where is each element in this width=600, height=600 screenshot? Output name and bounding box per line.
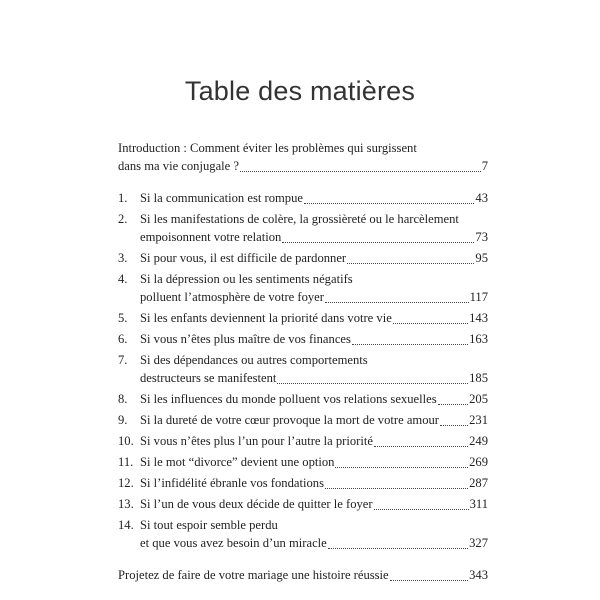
toc-entry	[118, 189, 488, 207]
page-number: 117	[469, 290, 488, 304]
dot-leader	[277, 383, 468, 384]
chapter-title: Si l’un de vous deux décide de quitter le foyer	[140, 497, 373, 511]
toc-entry	[118, 351, 488, 387]
page-number: 231	[469, 413, 488, 427]
page-number: 287	[469, 476, 488, 490]
chapter-title: Si des dépendances ou autres comportements	[140, 353, 368, 367]
toc-line-final	[118, 288, 488, 306]
conclusion-line	[118, 566, 488, 584]
toc-line-final	[118, 432, 488, 450]
page-number: 311	[469, 497, 488, 511]
toc-entry	[118, 210, 488, 246]
chapter-number: 12.	[118, 476, 134, 490]
chapter-title: Si vous n’êtes plus l’un pour l’autre la priorité	[140, 434, 373, 448]
chapter-title: destructeurs se manifestent	[140, 371, 277, 385]
dot-leader	[325, 302, 469, 303]
chapter-title: Si pour vous, il est difficile de pardonner	[140, 251, 347, 265]
chapter-title: Si la communication est rompue	[140, 191, 303, 205]
chapter-title: Si l’infidélité ébranle vos fondations	[140, 476, 324, 490]
toc-entry	[118, 330, 488, 348]
chapter-title: Si le mot “divorce” devient une option	[140, 455, 335, 469]
dot-leader	[374, 446, 468, 447]
page-number: 143	[469, 311, 488, 325]
dot-leader	[282, 242, 474, 243]
toc-line-final	[118, 534, 488, 552]
table-of-contents	[118, 139, 488, 584]
dot-leader	[393, 323, 468, 324]
toc-line	[118, 516, 488, 534]
chapter-number: 4.	[118, 272, 128, 286]
chapter-list	[118, 189, 488, 552]
toc-line-final	[118, 474, 488, 492]
toc-entry	[118, 309, 488, 327]
dot-leader	[325, 488, 468, 489]
toc-entry-conclusion	[118, 566, 488, 584]
chapter-number: 5.	[118, 311, 128, 325]
dot-leader	[440, 425, 468, 426]
chapter-title: Si la dépression ou les sentiments négatifs	[140, 272, 353, 286]
chapter-number: 11.	[118, 455, 134, 469]
toc-entry-intro	[118, 139, 488, 175]
toc-line-final	[118, 453, 488, 471]
chapter-title: Si la dureté de votre cœur provoque la mort de votre amour	[140, 413, 440, 427]
page-number: 7	[481, 159, 488, 173]
chapter-title: Si tout espoir semble perdu	[140, 518, 278, 532]
dot-leader	[347, 263, 474, 264]
chapter-title: Si vous n’êtes plus maître de vos finances	[140, 332, 351, 346]
chapter-title: polluent l’atmosphère de votre foyer	[140, 290, 324, 304]
dot-leader	[438, 404, 469, 405]
toc-entry	[118, 495, 488, 513]
page-number: 73	[475, 230, 488, 244]
toc-entry	[118, 270, 488, 306]
dot-leader	[352, 344, 468, 345]
chapter-number: 1.	[118, 191, 128, 205]
page-number: 327	[469, 536, 488, 550]
chapter-title: Si les influences du monde polluent vos relations sexuelles	[140, 392, 437, 406]
dot-leader	[374, 509, 469, 510]
toc-line-final	[118, 369, 488, 387]
toc-line	[118, 210, 488, 228]
page-number: 95	[475, 251, 488, 265]
toc-line-final	[118, 228, 488, 246]
toc-line-final	[118, 249, 488, 267]
toc-line-final	[118, 390, 488, 408]
toc-line-final	[118, 330, 488, 348]
toc-entry	[118, 474, 488, 492]
dot-leader	[390, 580, 468, 581]
chapter-title: Si les manifestations de colère, la grossièreté ou le harcèlement	[140, 212, 459, 226]
chapter-number: 3.	[118, 251, 128, 265]
toc-entry	[118, 453, 488, 471]
chapter-number: 14.	[118, 518, 134, 532]
chapter-title: et que vous avez besoin d’un miracle	[140, 536, 327, 550]
dot-leader	[328, 548, 468, 549]
toc-entry	[118, 432, 488, 450]
toc-line	[118, 270, 488, 288]
toc-entry	[118, 516, 488, 552]
intro-line-1: Introduction : Comment éviter les problèmes qui surgissent	[118, 141, 417, 155]
dot-leader	[335, 467, 468, 468]
chapter-title: empoisonnent votre relation	[140, 230, 282, 244]
chapter-number: 8.	[118, 392, 128, 406]
chapter-title: Si les enfants deviennent la priorité dans votre vie	[140, 311, 392, 325]
chapter-number: 10.	[118, 434, 134, 448]
page-number: 343	[469, 568, 488, 582]
chapter-number: 6.	[118, 332, 128, 346]
page-number: 269	[469, 455, 488, 469]
toc-line-final	[118, 309, 488, 327]
chapter-number: 2.	[118, 212, 128, 226]
toc-entry	[118, 249, 488, 267]
chapter-number: 7.	[118, 353, 128, 367]
page-number: 249	[469, 434, 488, 448]
intro-line-2	[118, 157, 488, 175]
toc-entry	[118, 390, 488, 408]
page-number: 205	[469, 392, 488, 406]
page-number: 43	[475, 191, 488, 205]
dot-leader	[240, 171, 481, 172]
toc-line-final	[118, 189, 488, 207]
toc-line-final	[118, 411, 488, 429]
toc-line	[118, 351, 488, 369]
chapter-number: 13.	[118, 497, 134, 511]
page-number: 185	[469, 371, 488, 385]
chapter-number: 9.	[118, 413, 128, 427]
conclusion-title: Projetez de faire de votre mariage une histoire réussie	[118, 568, 389, 582]
intro-title-cont: dans ma vie conjugale ?	[118, 159, 239, 173]
toc-entry	[118, 411, 488, 429]
page-title: Table des matières	[184, 76, 416, 106]
dot-leader	[304, 203, 474, 204]
page-number: 163	[469, 332, 488, 346]
toc-line-final	[118, 495, 488, 513]
